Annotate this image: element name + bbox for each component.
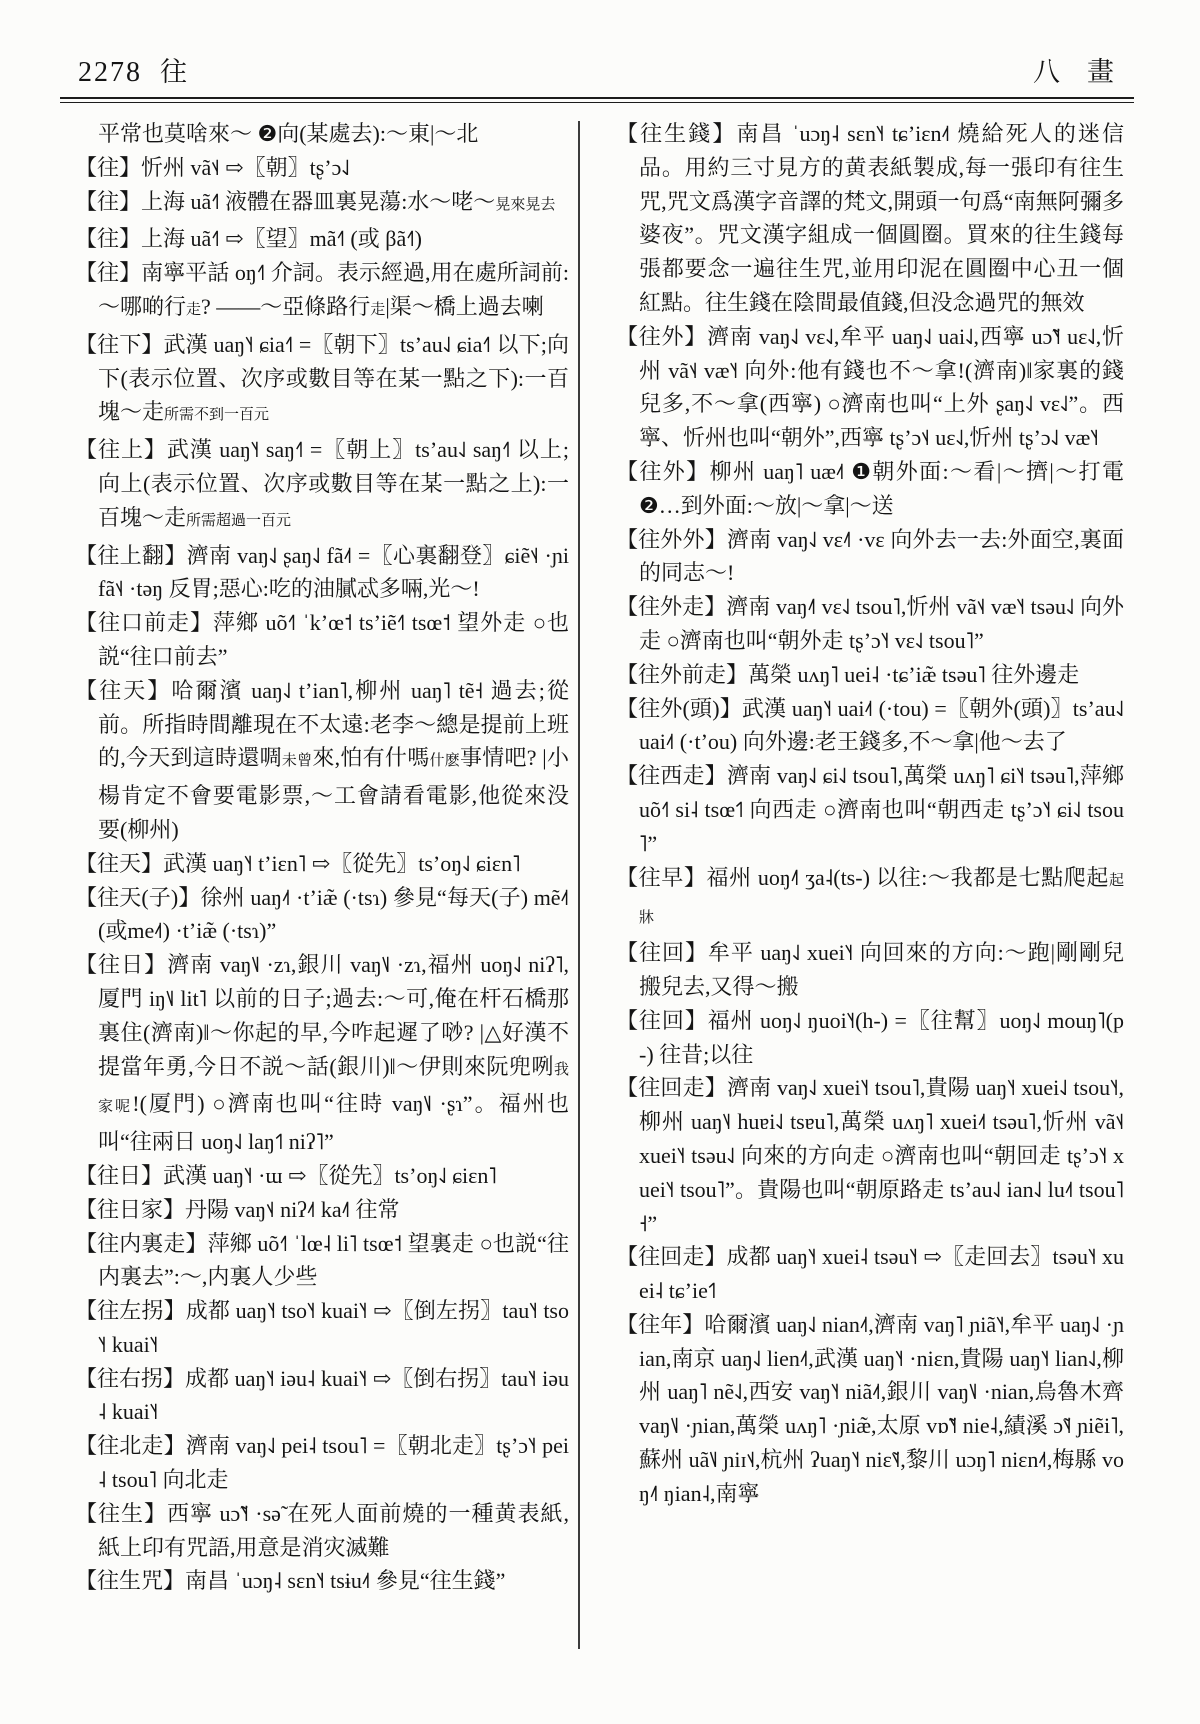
dictionary-entry <box>75 1294 569 1362</box>
gloss-annotation: 起牀 <box>639 872 1124 927</box>
header-left <box>78 50 187 89</box>
dictionary-entry <box>75 256 569 328</box>
entry-text: 【往西走】濟南 vaŋ˨˩ ɕi˨˩ tsou˥,萬榮 uʌŋ˥ ɕi˥˧ tsəu˥,萍鄉 uõ˧˥ si˨ tsœ˦˥ 向西走 ○濟南也叫“朝西走 tʂ’ɔ˥˧ ɕi˨˩ tsou˥” <box>616 763 1124 856</box>
entry-text: 【往生錢】南昌 ˈuɔŋ˨ sɛn˥˧ tɕ’iɛn˨˦ 燒給死人的迷信品。用約三寸見方的黄表紙製成,每一張印有往生咒,咒文爲漢字音譯的梵文,開頭一句爲“南無阿彌多婆夜”。咒文漢字組成一個圓圈。買來的往生錢每張都要念一遍往生咒,並用印泥在圓圈中心丑一個紅點。往生錢在陰間最值錢,但没念過咒的無效 <box>616 121 1124 315</box>
entry-text: 【往早】福州 uoŋ˨˥ ʒa˨(ts-) 以往:～我都是七點爬起 <box>616 864 1109 890</box>
gloss-annotation: 走 <box>186 301 202 318</box>
dictionary-entry <box>75 674 569 847</box>
entry-text: 【往年】哈爾濱 uaŋ˨˩ nian˨˦,濟南 vaŋ˥ ɲiã˥˧,牟平 uaŋ˨˩ ·ɲian,南京 uaŋ˨˩ lien˨˦,武漢 uaŋ˥˧ ·niɛn,貴陽 uaŋ˥˧ lian˨˩,柳州 uaŋ˥ nẽ˨˩,西安 vaŋ˥˧ niã˨˦,銀川 vaŋ˥˩ ·nian,烏魯木齊 vaŋ˥˩ ·ɲian,萬榮 uʌŋ˥ ·ɲiæ̃,太原 vɒ̃˥˧ nie˨,績溪 ɔ̃˦˨ ɲiẽi˥,蘇州 uã˥˩ ɲiɪ˦˨,杭州 ʔuaŋ˥˧ niɛ̃˦˨,黎川 uɔŋ˥ niɛn˨˦,梅縣 voŋ˨˥ ŋian˨,南寧 <box>616 1311 1124 1506</box>
dictionary-entry <box>75 151 569 185</box>
entry-text: 事情吧? |小楊肯定不會要電影票,～工會請看電影,他從來没要(柳州) <box>98 745 569 842</box>
dictionary-entry <box>75 606 569 674</box>
entry-text: |渠～橋上過去喇 <box>385 293 544 319</box>
dictionary-entry <box>75 222 569 256</box>
dictionary-entry <box>616 692 1124 760</box>
dictionary-entry <box>616 759 1124 860</box>
dictionary-entry <box>75 433 569 538</box>
entry-text: 【往】忻州 vã˦˨ ⇨〖朝〗tʂ’ɔ˨˩ <box>75 154 350 180</box>
dictionary-entry <box>616 117 1124 320</box>
dictionary-entry <box>616 1004 1124 1072</box>
dictionary-entry <box>75 1429 569 1497</box>
stroke-section-label: 八 畫 <box>1033 57 1114 87</box>
entry-text: 【往内裏走】萍鄉 uõ˧˥ ˈlœ˨ li˥ tsœ˦ 望裏走 ○也説“往内裏去”:～,内裏人少些 <box>75 1230 569 1290</box>
dictionary-entry <box>616 936 1124 1004</box>
entry-text: 【往回走】濟南 vaŋ˨˩ xuei˥˧ tsou˥,貴陽 uaŋ˥˧ xuei˨˩ tsou˥˧,柳州 uaŋ˥˨ huɐi˨˩ tsɐu˥,萬榮 uʌŋ˥ xuei˨˦ tsəu˥,忻州 vã˦˨ xuei˥˧ tsəu˨˩ 向來的方向走 ○濟南也叫“朝回走 tʂ’ɔ˥˧ xuei˥˧ tsou˥”。貴陽也叫“朝原路走 ts’au˨˩ ian˨˩ lu˨˦ tsou˥˧” <box>616 1075 1124 1236</box>
dictionary-entry <box>75 847 569 881</box>
entry-text: !(厦門) ○濟南也叫“往時 vaŋ˥˩ ·ʂɿ”。福州也叫“往兩日 uoŋ˨˩ laŋ˦˥ niʔ˥” <box>98 1091 569 1155</box>
entry-text: 來,怕有什嗎 <box>312 745 430 771</box>
dictionary-entry <box>75 1564 569 1598</box>
guide-character: 往 <box>160 57 187 87</box>
dictionary-entry <box>616 455 1124 523</box>
entry-text: 【往】上海 uã˧˥ 液體在器皿裏晃蕩:水～咾～ <box>75 188 496 214</box>
entry-text: 【往左拐】成都 uaŋ˥˧ tso˥˧ kuai˥˧ ⇨〖倒左拐〗tau˥˧ tso˥˧ kuai˥˧ <box>75 1298 569 1357</box>
entry-text: 【往】南寧平話 oŋ˧˥ 介詞。表示經過,用在處所詞前:～哪啲行 <box>75 260 569 319</box>
entry-continuation <box>75 117 569 151</box>
entry-text: 【往回】福州 uoŋ˨˩ ŋuoi˥˧(h-) =〖往幫〗uoŋ˨˩ mouŋ˥(p-) 往昔;以往 <box>616 1007 1124 1067</box>
gloss-annotation: 什麽 <box>429 753 460 770</box>
entry-text: 【往外】濟南 vaŋ˨˩ vɛ˨˩,牟平 uaŋ˨˩ uai˨˩,西寧 uɔ̃˥˧ uɛ˨˩,忻州 vã˦˨ væ˥˧ 向外:他有錢也不～拿!(濟南)‖家裏的錢兒多,不～拿(西寧) ○濟南也叫“上外 ʂaŋ˨˩ vɛ˨˩”。西寧、忻州也叫“朝外”,西寧 tʂ’ɔ˦˨ uɛ˨˩,忻州 tʂ’ɔ˨˩ væ˥˧ <box>616 323 1124 451</box>
entry-text: 【往上翻】濟南 vaŋ˨˩ ʂaŋ˨˩ fã˨˦ =〖心裏翻登〗ɕiẽ˦˨ ·ɲi fã˦˨ ·təŋ 反胃;惡心:吃的油膩忒多啢,光～! <box>75 542 569 602</box>
dictionary-entry <box>75 948 569 1159</box>
dictionary-entry <box>75 1362 569 1430</box>
entry-text: 【往回】牟平 uaŋ˨˩ xuei˥˧ 向回來的方向:～跑|剛剛兒搬兒去,又得～搬 <box>616 940 1124 999</box>
entry-text: 【往日家】丹陽 vaŋ˦˨ niʔ˨˦ ka˨˥ 往常 <box>75 1196 400 1222</box>
dictionary-entry <box>616 523 1124 591</box>
entry-text: 【往下】武漢 uaŋ˥˧ ɕia˧˥ =〖朝下〗ts’au˨˩ ɕia˧˥ 以下;向下(表示位置、次序或數目等在某一點之下):一百塊～走 <box>75 331 569 425</box>
entry-text: 【往回走】成都 uaŋ˥˧ xuei˨ tsəu˥˧ ⇨〖走回去〗tsəu˥˧ xuei˨ tɕ’ie˦˥ <box>616 1244 1124 1304</box>
gloss-annotation: 所需超過一百元 <box>186 512 292 529</box>
gloss-annotation: 走 <box>370 301 386 318</box>
dictionary-entry <box>75 539 569 607</box>
entry-text: 平常也莫啥來～ ❷向(某處去):～東|～北 <box>98 121 479 146</box>
entry-text: 【往外外】濟南 vaŋ˨˩ vɛ˨˥ ·vɛ 向外去一去:外面空,裏面的同志～! <box>616 526 1124 586</box>
entry-text: ? ——～亞條路行 <box>201 293 371 319</box>
page-number: 2278 <box>78 57 142 88</box>
dictionary-entry <box>75 328 569 433</box>
entry-text: 【往外走】濟南 vaŋ˨˥ vɛ˨˩ tsou˥,忻州 vã˦˨ væ˥˧ tsəu˨˩ 向外走 ○濟南也叫“朝外走 tʂ’ɔ˥˧ vɛ˨˩ tsou˥” <box>616 594 1124 653</box>
dictionary-entry <box>75 1227 569 1295</box>
entry-text: 【往生】西寧 uɔ̃˥˧ ·sə̃ 在死人面前燒的一種黄表紙,紙上印有咒語,用意是消灾滅難 <box>75 1500 569 1560</box>
entry-text: 【往】上海 uã˧˥ ⇨〖望〗mã˧˥ (或 βã˧˥) <box>75 226 422 252</box>
dictionary-entry <box>616 1071 1124 1240</box>
dictionary-entry <box>75 1159 569 1193</box>
dictionary-entry <box>616 1308 1124 1511</box>
entry-text: 【往天(子)】徐州 uaŋ˨˦ ·t’iæ̃ (·tsɿ) 參見“每天(子) mẽ˨˦(或me˨˦) ·t’iæ̃ (·tsɿ)” <box>75 884 569 944</box>
entry-text: 【往日】武漢 uaŋ˥˧ ·ɯ ⇨〖從先〗ts’oŋ˨˩ ɕiɛn˥ <box>75 1162 497 1188</box>
dictionary-entry <box>75 881 569 949</box>
page-body <box>0 103 1200 1649</box>
entry-text: 【往口前走】萍鄉 uõ˧˥ ˈk’œ˦ ts’iẽ˧˥ tsœ˦ 望外走 ○也説“往口前去” <box>75 610 569 669</box>
entry-text: 【往天】哈爾濱 uaŋ˨˩ t’ian˥,柳州 uaŋ˥ tẽ˧ 過去;從前。所指時間離現在不太遠:老李～總是提前上班的,今天到這時還啁 <box>75 677 569 771</box>
entry-text: 【往外】柳州 uaŋ˥ uæ˨˦ ❶朝外面:～看|～擠|～打電 ❷…到外面:～放|～拿|～送 <box>616 458 1124 518</box>
column-divider <box>578 121 580 1649</box>
dictionary-entry <box>616 658 1124 692</box>
dictionary-entry <box>75 185 569 223</box>
gloss-annotation: 未曾 <box>281 753 313 770</box>
dictionary-entry <box>616 861 1124 937</box>
gloss-annotation: 所需不到一百元 <box>164 407 270 424</box>
entry-text: 【往外前走】萬榮 uʌŋ˥ uei˨ ·tɕ’iæ̃ tsəu˥ 往外邊走 <box>616 661 1080 687</box>
dictionary-entry <box>616 1240 1124 1308</box>
entry-text: 【往外(頭)】武漢 uaŋ˥˧ uai˨˦ (·tou) =〖朝外(頭)〗ts’au˨˩ uai˨˦ (·t’ou) 向外邊:老王錢多,不～拿|他～去了 <box>616 695 1124 755</box>
entry-text: 【往生咒】南昌 ˈuɔŋ˨ sɛn˥˧ tsɨu˨˦ 參見“往生錢” <box>75 1568 506 1594</box>
entry-text: 【往北走】濟南 vaŋ˨˩ pei˨ tsou˥ =〖朝北走〗tʂ’ɔ˥˧ pei˨ tsou˥ 向北走 <box>75 1433 569 1493</box>
dictionary-entry <box>616 590 1124 658</box>
left-column <box>75 117 569 1649</box>
entry-text: 【往上】武漢 uaŋ˥˧ saŋ˧˥ =〖朝上〗ts’au˨˩ saŋ˧˥ 以上;向上(表示位置、次序或數目等在某一點之上):一百塊～走 <box>75 437 569 530</box>
gloss-annotation: 我家呢 <box>98 1061 569 1116</box>
entry-text: 【往日】濟南 vaŋ˥˩ ·zɿ,銀川 vaŋ˥˩ ·zɿ,福州 uoŋ˨˩ niʔ˥,厦門 iŋ˥˩ lit˥ 以前的日子;過去:～可,俺在杆石橋那裏住(濟南)‖～你起的早,今咋起遲了唦? |△好漢不提當年勇,今日不説～話(銀川)‖～伊則來阮兜咧 <box>75 952 569 1079</box>
entry-text: 【往右拐】成都 uaŋ˥˧ iəu˨ kuai˥˧ ⇨〖倒右拐〗tau˥˧ iəu˨ kuai˥˧ <box>75 1365 569 1425</box>
entry-text: 【往天】武漢 uaŋ˥˧ t’iɛn˥ ⇨〖從先〗ts’oŋ˨˩ ɕiɛn˥ <box>75 850 521 876</box>
dictionary-entry <box>75 1497 569 1565</box>
gloss-annotation: 晃來晃去 <box>495 196 556 213</box>
right-column <box>616 117 1124 1649</box>
dictionary-entry <box>75 1193 569 1227</box>
page-header <box>0 0 1200 97</box>
dictionary-entry <box>616 320 1124 455</box>
